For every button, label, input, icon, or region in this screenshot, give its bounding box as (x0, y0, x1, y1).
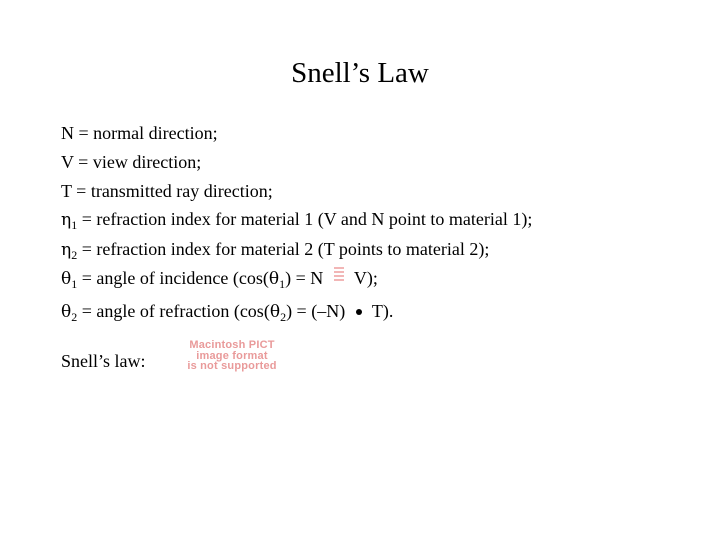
subscript-2: 2 (71, 310, 78, 324)
subscript-1: 1 (279, 277, 286, 291)
subscript-1: 1 (71, 218, 78, 232)
minus-sign: – (317, 301, 327, 321)
definition-view: V = view direction; (61, 152, 202, 172)
missing-pict-icon (332, 265, 346, 283)
subscript-2: 2 (280, 310, 287, 324)
dot-product-icon (356, 309, 362, 315)
definition-normal: N = normal direction; (61, 123, 218, 143)
placeholder-line-3: is not supported (187, 360, 277, 372)
definition-eta2 (61, 238, 489, 262)
slide-title: Snell’s Law (291, 57, 429, 89)
theta2-text-c: N) (326, 301, 350, 321)
theta2-text-d: T). (367, 301, 394, 321)
definition-transmitted: T = transmitted ray direction; (61, 181, 273, 201)
definition-eta1 (61, 208, 532, 232)
theta1-text-b: ) = N (285, 268, 328, 288)
eta-symbol: η (61, 210, 72, 230)
unsupported-image-placeholder (174, 340, 290, 374)
theta-symbol: θ (61, 269, 72, 289)
eta-symbol: η (61, 240, 72, 260)
theta2-text-a: = angle of refraction (cos( (77, 301, 270, 321)
theta2-text-b: ) = ( (286, 301, 318, 321)
placeholder-line-1: Macintosh PICT (189, 339, 275, 351)
placeholder-line-2: image format (196, 349, 268, 362)
eta2-text: = refraction index for material 2 (T points to material 2); (77, 239, 490, 259)
subscript-1: 1 (71, 277, 78, 291)
theta-symbol: θ (268, 269, 280, 289)
theta1-text-a: = angle of incidence (cos( (77, 268, 269, 288)
subscript-2: 2 (71, 248, 78, 262)
definition-theta2 (61, 300, 393, 324)
eta1-text: = refraction index for material 1 (V and N point to material 1); (77, 209, 533, 229)
theta-symbol: θ (61, 302, 72, 322)
theta-symbol: θ (269, 302, 281, 322)
theta1-text-c: V); (349, 268, 378, 288)
snells-law-label: Snell’s law: (61, 351, 146, 371)
definition-theta1 (61, 267, 378, 291)
